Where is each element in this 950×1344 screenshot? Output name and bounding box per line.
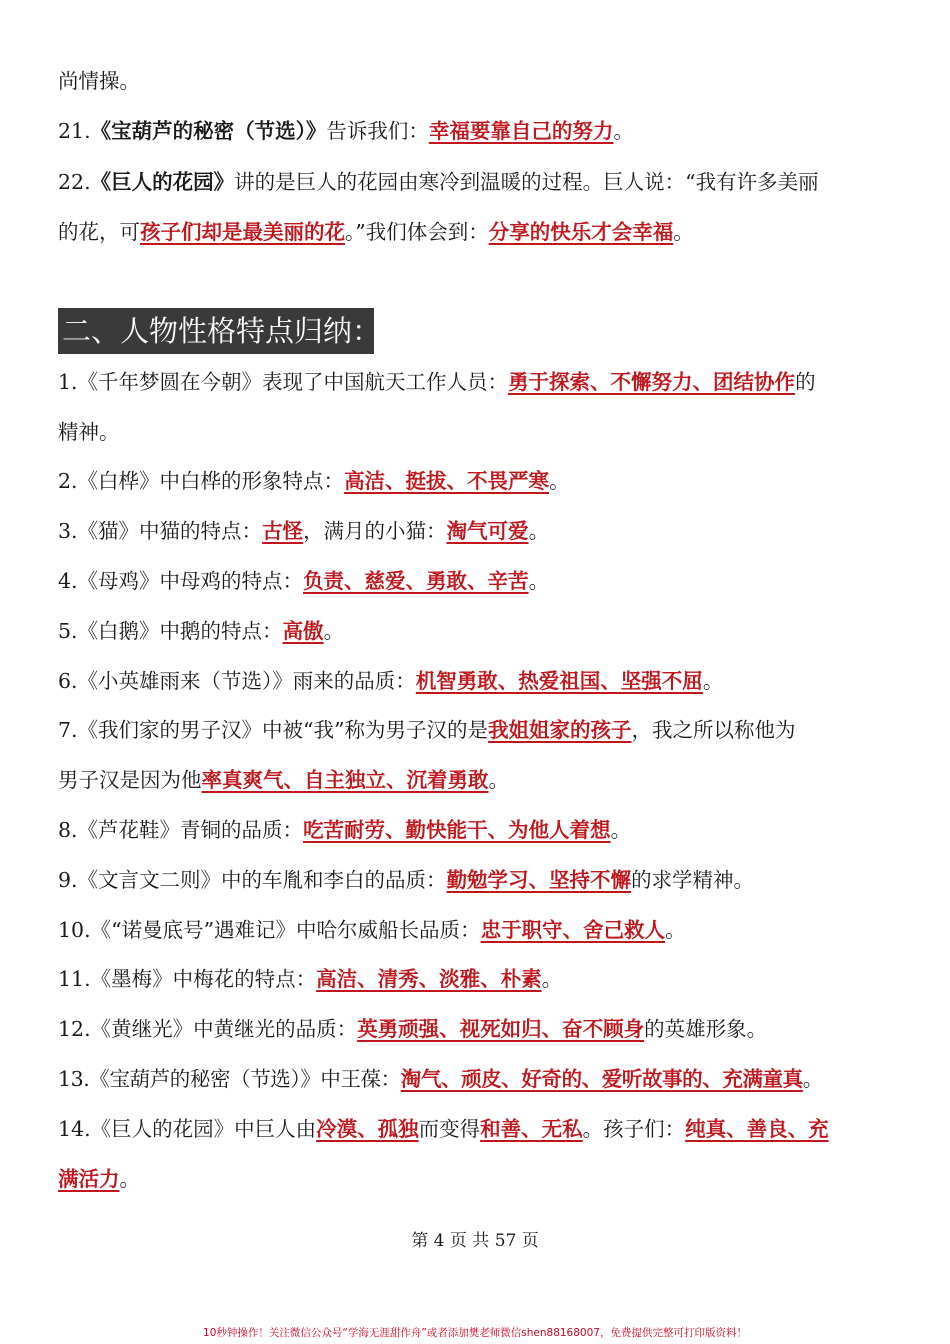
answer: 分享的快乐才会幸福	[488, 220, 674, 244]
item-13: 13.《宝葫芦的秘密（节选）》中王葆：淘气、顽皮、好奇的、爱听故事的、充满童真。	[58, 1067, 823, 1091]
item-22-line1: 22.《巨人的花园》讲的是巨人的花园由寒冷到温暖的过程。巨人说：“我有许多美丽	[58, 170, 819, 194]
answer: 和善、无私	[480, 1117, 583, 1141]
answer: 淘气可爱	[446, 519, 529, 543]
item-3: 3.《猫》中猫的特点：古怪，满月的小猫：淘气可爱。	[58, 519, 550, 543]
item-4: 4.《母鸡》中母鸡的特点：负责、慈爱、勇敢、辛苦。	[58, 569, 550, 593]
answer: 高傲	[282, 619, 324, 643]
answer: 勇于探索、不懈努力、团结协作	[508, 370, 796, 394]
answer: 幸福要靠自己的努力	[428, 119, 614, 143]
answer: 吃苦耐劳、勤快能干、为他人着想	[303, 818, 611, 842]
item-21: 21.《宝葫芦的秘密（节选）》告诉我们：幸福要靠自己的努力。	[58, 119, 634, 143]
answer: 忠于职守、舍己救人	[480, 918, 666, 942]
answer: 高洁、挺拔、不畏严寒	[344, 469, 550, 493]
item-6: 6.《小英雄雨来（节选）》雨来的品质：机智勇敢、热爱祖国、坚强不屈。	[58, 669, 724, 693]
item-14-line1: 14.《巨人的花园》中巨人由冷漠、孤独而变得和善、无私。孩子们：纯真、善良、充	[58, 1117, 829, 1141]
answer: 英勇顽强、视死如归、奋不顾身	[357, 1017, 645, 1041]
footer-notice: 10秒钟操作！关注微信公众号“学海无涯甜作舟”或者添加樊老师微信shen88168007，免费提供完整可打印版资料！	[203, 1327, 747, 1339]
item-8: 8.《芦花鞋》青铜的品质：吃苦耐劳、勤快能干、为他人着想。	[58, 818, 632, 842]
answer: 纯真、善良、充	[685, 1117, 829, 1141]
answer: 冷漠、孤独	[316, 1117, 419, 1141]
answer: 高洁、清秀、淡雅、朴素	[316, 967, 542, 991]
answer: 我姐姐家的孩子	[488, 718, 632, 742]
answer: 古怪	[262, 519, 304, 543]
item-2: 2.《白桦》中白桦的形象特点：高洁、挺拔、不畏严寒。	[58, 469, 570, 493]
item-1-line2: 精神。	[58, 420, 120, 444]
answer: 淘气、顽皮、好奇的、爱听故事的、充满童真	[400, 1067, 803, 1091]
answer: 满活力	[58, 1167, 120, 1191]
item-22-line2: 的花，可孩子们却是最美丽的花。”我们体会到：分享的快乐才会幸福。	[58, 220, 694, 244]
answer: 率真爽气、自主独立、沉着勇敢	[201, 768, 489, 792]
answer: 孩子们却是最美丽的花	[140, 220, 345, 244]
continuation-line: 尚情操。	[58, 69, 140, 93]
item-7-line2: 男子汉是因为他率真爽气、自主独立、沉着勇敢。	[58, 768, 509, 792]
item-10: 10.《“诺曼底号”遇难记》中哈尔威船长品质：忠于职守、舍己救人。	[58, 918, 686, 942]
item-14-line2: 满活力。	[58, 1167, 140, 1191]
item-5: 5.《白鹅》中鹅的特点：高傲。	[58, 619, 345, 643]
item-11: 11.《墨梅》中梅花的特点：高洁、清秀、淡雅、朴素。	[58, 967, 563, 991]
item-7-line1: 7.《我们家的男子汉》中被“我”称为男子汉的是我姐姐家的孩子，我之所以称他为	[58, 718, 796, 742]
answer: 勤勉学习、坚持不懈	[446, 868, 632, 892]
answer: 负责、慈爱、勇敢、辛苦	[303, 569, 529, 593]
item-9: 9.《文言文二则》中的车胤和李白的品质：勤勉学习、坚持不懈的求学精神。	[58, 868, 755, 892]
item-1-line1: 1.《千年梦圆在今朝》表现了中国航天工作人员：勇于探索、不懈努力、团结协作的	[58, 370, 816, 394]
item-12: 12.《黄继光》中黄继光的品质：英勇顽强、视死如归、奋不顾身的英雄形象。	[58, 1017, 768, 1041]
page-number: 第 4 页 共 57 页	[411, 1231, 539, 1251]
answer: 机智勇敢、热爱祖国、坚强不屈	[415, 669, 703, 693]
section-heading: 二、人物性格特点归纳：	[58, 308, 374, 354]
